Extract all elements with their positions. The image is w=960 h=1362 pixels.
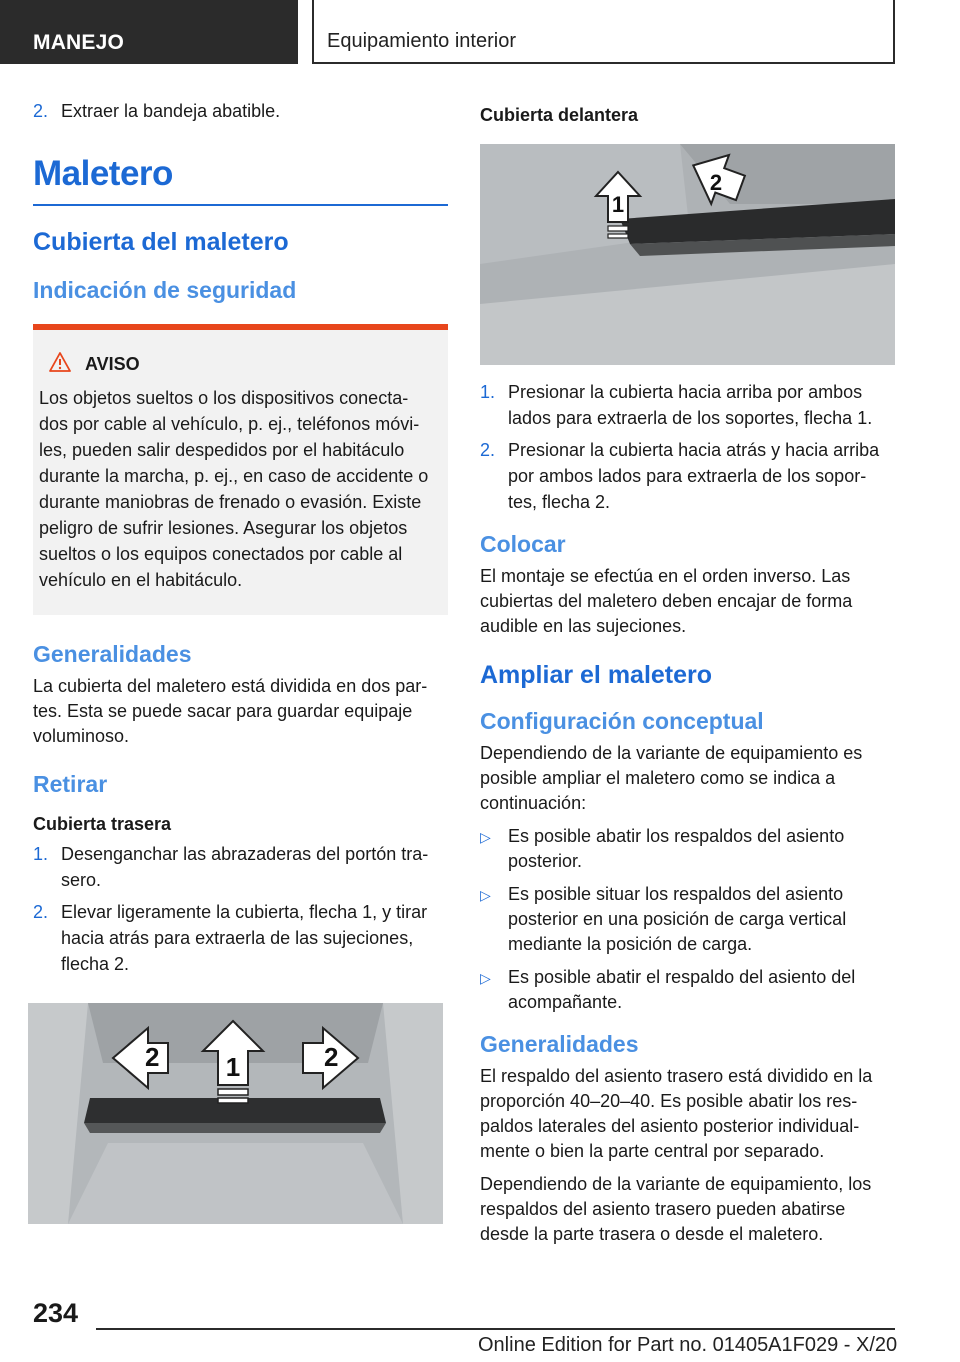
step-text: Presionar la cubierta hacia atrás y hacia arriba por ambos lados para extraerla de los sopor-tes, flecha 2. (508, 440, 880, 512)
concept-text: Dependiendo de la variante de equipamiento es posible ampliar el maletero como se indica a continuación: (480, 743, 863, 813)
arrow-label-2: 2 (709, 170, 723, 195)
general-text-right-1: El respaldo del asiento trasero está dividido en la proporción 40–20–40. Es posible abatir los res-paldos laterales del asiento posterior individual-mente o bien la parte central por separado. (480, 1066, 873, 1161)
step-text: Desenganchar las abrazaderas del portón tra-sero. (61, 844, 429, 890)
section-title: Maletero (33, 154, 448, 206)
step-item (33, 841, 448, 893)
rear-cover-heading: Cubierta trasera (33, 814, 172, 834)
chapter-title: Equipamiento interior (312, 0, 895, 64)
general-heading: Generalidades (33, 641, 192, 667)
front-cover-heading: Cubierta delantera (480, 105, 639, 125)
list-item (480, 824, 895, 874)
warning-box (33, 324, 448, 615)
step-number: 2. (480, 440, 496, 460)
warning-text: Los objetos sueltos o los dispositivos conecta-dos por cable al vehículo, p. ej., teléfonos móvi-les, pueden salir despedidos por el habitáculo durante la marcha, p. ej., en caso de accidente o durante maniobras de frenado o evasión. Existe peligro de sufrir lesiones. Asegurar los objetos sueltos o los equipos conectados por cable al vehículo en el habitáculo. (39, 388, 429, 590)
safety-heading: Indicación de seguridad (33, 277, 297, 303)
general-heading-right: Generalidades (480, 1031, 639, 1057)
arrow-label-center: 1 (225, 1052, 241, 1082)
bullet-text: Es posible abatir el respaldo del asiento del acompañante. (508, 967, 856, 1012)
footer-edition: Online Edition for Part no. 01405A1F029 - X/20 (478, 1334, 898, 1356)
step-item (480, 437, 895, 515)
concept-heading: Configuración conceptual (480, 708, 764, 734)
triangle-bullet-icon: ▷ (480, 970, 491, 986)
arrow-label-left: 2 (145, 1042, 160, 1072)
right-column (480, 98, 895, 1247)
page-number: 234 (33, 1298, 79, 1328)
warning-triangle-icon (49, 352, 85, 377)
triangle-bullet-icon: ▷ (480, 829, 491, 845)
list-item (480, 882, 895, 957)
arrow-label-right: 2 (324, 1042, 339, 1072)
triangle-bullet-icon: ▷ (480, 887, 491, 903)
step-item (33, 899, 448, 977)
step-text: Extraer la bandeja abatible. (61, 101, 281, 121)
step-previous (33, 98, 448, 124)
front-cover-illustration (480, 144, 895, 365)
warning-header (39, 352, 436, 377)
footer-divider (96, 1328, 895, 1330)
page-header (0, 0, 960, 66)
bullet-text: Es posible situar los respaldos del asiento posterior en una posición de carga vertical mediante la posición de carga. (508, 884, 847, 954)
place-heading: Colocar (480, 531, 566, 557)
expand-heading: Ampliar el maletero (480, 661, 713, 689)
general-text-right-2: Dependiendo de la variante de equipamiento, los respaldos del asiento trasero pueden abatirse desde la parte trasera o desde el maletero. (480, 1174, 872, 1244)
list-item (480, 965, 895, 1015)
step-number: 1. (33, 844, 49, 864)
subsection-title: Cubierta del maletero (33, 228, 289, 256)
step-text: Elevar ligeramente la cubierta, flecha 1, y tirar hacia atrás para extraerla de las sujeciones, flecha 2. (61, 902, 428, 974)
step-item (480, 379, 895, 431)
step-number: 2. (33, 101, 49, 121)
place-text: El montaje se efectúa en el orden inverso. Las cubiertas del maletero deben encajar de forma audible en las sujeciones. (480, 566, 853, 636)
step-number: 1. (480, 382, 496, 402)
section-tab: MANEJO (0, 0, 298, 64)
warning-label: AVISO (85, 354, 140, 374)
arrow-label-1: 1 (611, 192, 625, 217)
bullet-text: Es posible abatir los respaldos del asiento posterior. (508, 826, 845, 871)
step-text: Presionar la cubierta hacia arriba por ambos lados para extraerla de los soportes, flecha 1. (508, 382, 873, 428)
step-number: 2. (33, 902, 49, 922)
rear-cover-illustration (28, 1003, 443, 1224)
general-text: La cubierta del maletero está dividida en dos par-tes. Esta se puede sacar para guardar equipaje voluminoso. (33, 676, 428, 746)
remove-heading: Retirar (33, 771, 108, 797)
left-column (33, 98, 448, 983)
